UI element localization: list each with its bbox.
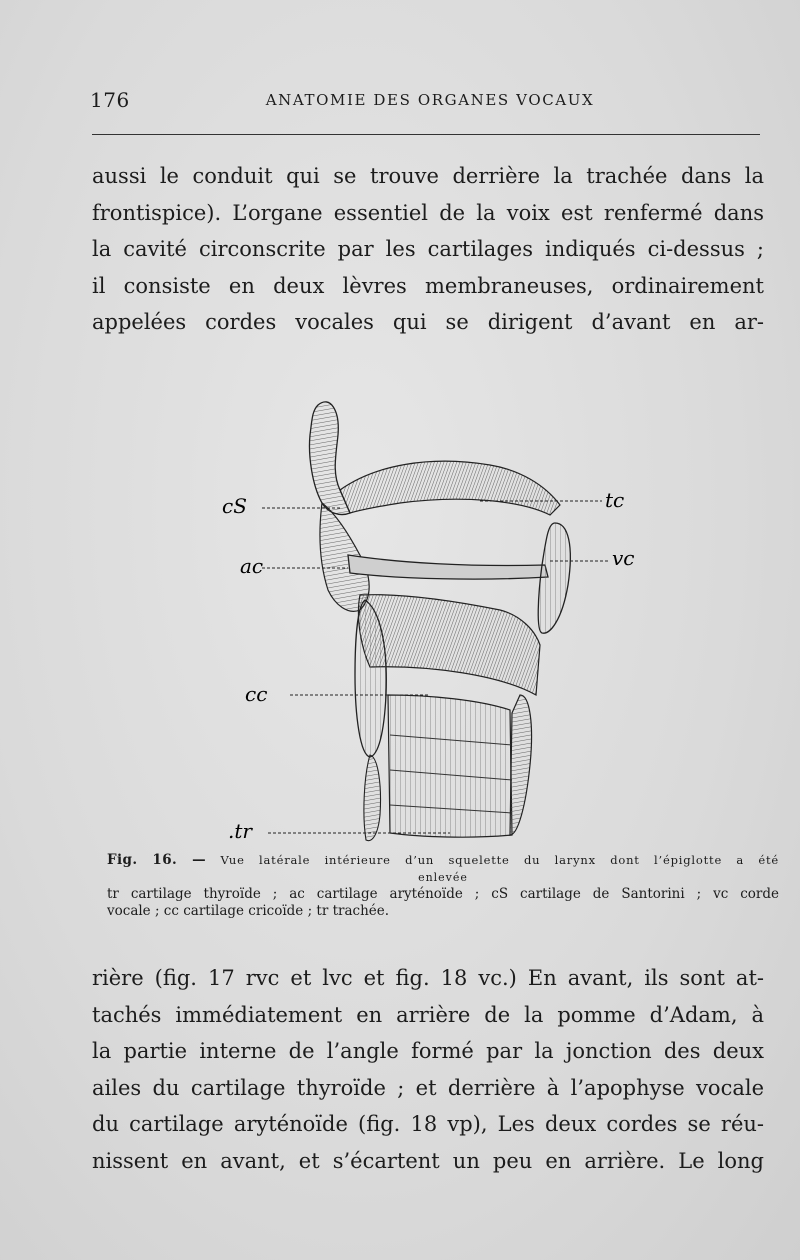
- text-line: tachés immédiatement en arrière de la pomme d’Adam, à: [92, 1002, 764, 1027]
- caption-title-text: Vue latérale intérieure d’un squelette du larynx dont l’épiglotte a été: [220, 853, 779, 867]
- text-line: il consiste en deux lèvres membraneuses, ordinairement: [92, 273, 764, 298]
- text-line: la partie interne de l’angle formé par la jonction des deux: [92, 1039, 764, 1064]
- page-header: [90, 88, 762, 118]
- paragraph-bottom: [92, 960, 764, 1180]
- vocal-cord: [348, 555, 548, 579]
- paragraph-top: [92, 158, 764, 341]
- text-line: du cartilage aryténoïde (fig. 18 vp), Les deux cordes se réu-: [92, 1112, 764, 1137]
- trachea: [388, 695, 512, 837]
- arytenoid-plate: [340, 461, 560, 515]
- left-lower-pillar: [364, 755, 381, 841]
- larynx-illustration: [200, 395, 660, 845]
- text-line: nissent en avant, et s’écartent un peu en arrière. Le long: [92, 1148, 764, 1173]
- text-line: aussi le conduit qui se trouve derrière la trachée dans la: [92, 164, 764, 188]
- cricoid-right-side: [510, 695, 532, 835]
- figure-caption: [107, 852, 779, 920]
- page-number: 176: [90, 88, 130, 112]
- caption-legend-line: tr cartilage thyroïde ; ac cartilage aryténoïde ; cS cartilage de Santorini ; vc corde: [107, 886, 779, 902]
- text-line: rière (fig. 17 rvc et lvc et fig. 18 vc.) En avant, ils sont at-: [92, 966, 764, 990]
- caption-fig-label: Fig. 16. —: [107, 852, 206, 868]
- label-ac: ac: [240, 554, 264, 578]
- label-tr: .tr: [228, 819, 252, 843]
- label-vc: vc: [612, 546, 635, 570]
- caption-legend-line: vocale ; cc cartilage cricoïde ; tr trachée.: [107, 903, 390, 919]
- label-cc: cc: [245, 682, 268, 706]
- text-line: ailes du cartilage thyroïde ; et derrière à l’apophyse vocale: [92, 1075, 764, 1100]
- text-line: frontispice). L’organe essentiel de la voix est renfermé dans: [92, 200, 764, 225]
- header-rule: [92, 134, 760, 135]
- text-line: appelées cordes vocales qui se dirigent d’avant en ar-: [92, 310, 764, 335]
- label-cs: cS: [222, 494, 247, 518]
- thyroid-cartilage-edge: [538, 523, 570, 633]
- caption-title: [107, 852, 779, 869]
- running-head: ANATOMIE DES ORGANES VOCAUX: [265, 91, 595, 109]
- caption-title-continued: enlevée: [418, 871, 468, 884]
- text-line: la cavité circonscrite par les cartilages indiqués ci-dessus ;: [92, 237, 764, 262]
- label-tc: tc: [605, 488, 625, 512]
